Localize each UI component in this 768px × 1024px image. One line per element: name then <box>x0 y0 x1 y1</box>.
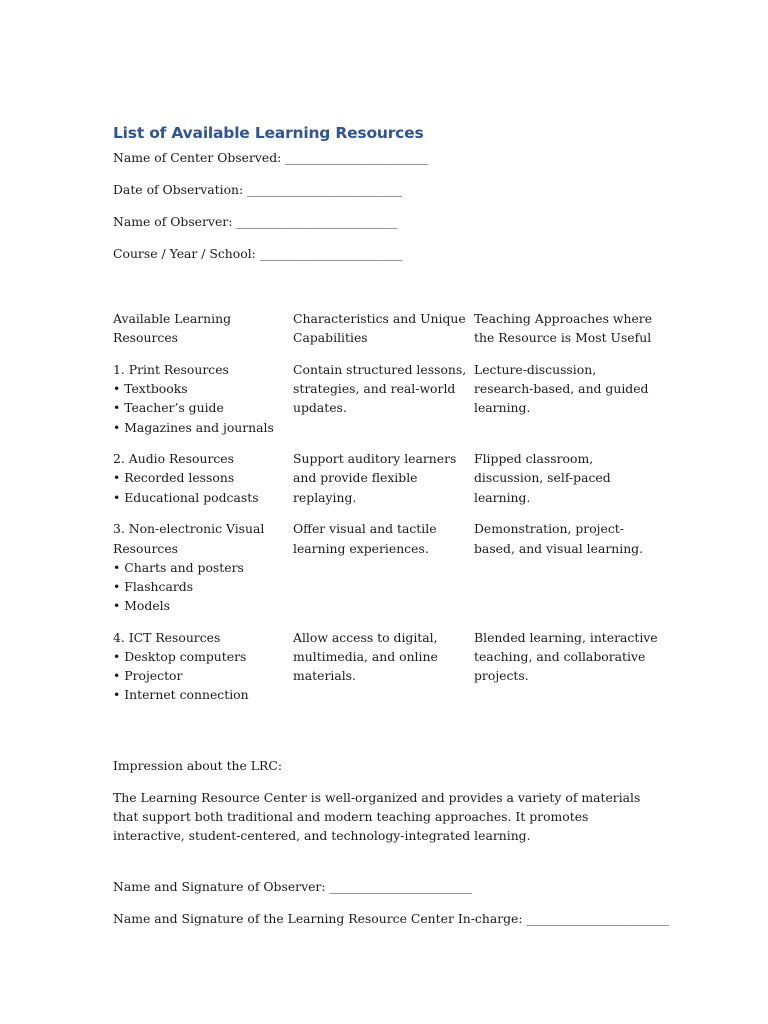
observer-signature-field: Name and Signature of Observer: _______________________ <box>113 879 472 894</box>
resource-name: 4. ICT Resources <box>113 629 221 645</box>
header-characteristics: Characteristics and Unique Capabilities <box>293 311 466 346</box>
resources-table <box>113 309 658 717</box>
table-row <box>113 628 658 705</box>
table-row <box>113 449 658 507</box>
incharge-signature-field: Name and Signature of the Learning Resource Center In-charge: _______________________ <box>113 911 669 926</box>
resource-name: 3. Non-electronic Visual Resources <box>113 521 265 556</box>
resource-item: • Textbooks <box>113 381 188 397</box>
impression-text: The Learning Resource Center is well-organized and provides a variety of materials that support both traditional and modern teaching approaches. It promotes interactive, student-centered, and technology-integrated learning. <box>113 790 641 844</box>
characteristics-cell: Allow access to digital, multimedia, and online materials. <box>293 629 438 684</box>
center-observed-field: Name of Center Observed: _______________________ <box>113 150 428 165</box>
resource-cell <box>113 449 293 507</box>
resource-cell <box>113 360 293 437</box>
characteristics-cell: Offer visual and tactile learning experiences. <box>293 521 437 556</box>
resource-name: 2. Audio Resources <box>113 451 234 467</box>
impression-label: Impression about the LRC: <box>113 758 283 773</box>
table-row <box>113 360 658 437</box>
document-title: List of Available Learning Resources <box>113 124 424 142</box>
approaches-cell: Demonstration, project-based, and visual learning. <box>474 521 644 556</box>
document-page <box>113 0 669 1024</box>
resource-item: • Recorded lessons <box>113 470 235 486</box>
resource-item: • Internet connection <box>113 687 249 703</box>
table-row <box>113 519 658 615</box>
resource-cell <box>113 519 293 615</box>
header-approaches: Teaching Approaches where the Resource is Most Useful <box>474 311 653 346</box>
resource-item: • Desktop computers <box>113 649 247 665</box>
date-of-observation-field: Date of Observation: _________________________ <box>113 182 403 197</box>
resource-name: 1. Print Resources <box>113 361 229 377</box>
resource-item: • Teacher’s guide <box>113 400 224 416</box>
approaches-cell: Flipped classroom, discussion, self-paced learning. <box>474 451 611 505</box>
resource-item: • Flashcards <box>113 578 194 594</box>
resource-item: • Educational podcasts <box>113 489 259 505</box>
approaches-cell: Blended learning, interactive teaching, and collaborative projects. <box>474 629 658 684</box>
resource-item: • Models <box>113 598 170 614</box>
characteristics-cell: Contain structured lessons, strategies, and real-world updates. <box>293 361 467 416</box>
approaches-cell: Lecture-discussion, research-based, and guided learning. <box>474 361 649 416</box>
resource-item: • Magazines and journals <box>113 419 274 435</box>
resource-item: • Charts and posters <box>113 559 244 575</box>
course-year-school-field: Course / Year / School: _______________________ <box>113 246 403 261</box>
resource-cell <box>113 628 293 705</box>
characteristics-cell: Support auditory learners and provide flexible replaying. <box>293 451 457 505</box>
observer-name-field: Name of Observer: __________________________ <box>113 214 398 229</box>
header-resources: Available Learning Resources <box>113 311 232 346</box>
table-header-row <box>113 309 658 347</box>
resource-item: • Projector <box>113 668 183 684</box>
